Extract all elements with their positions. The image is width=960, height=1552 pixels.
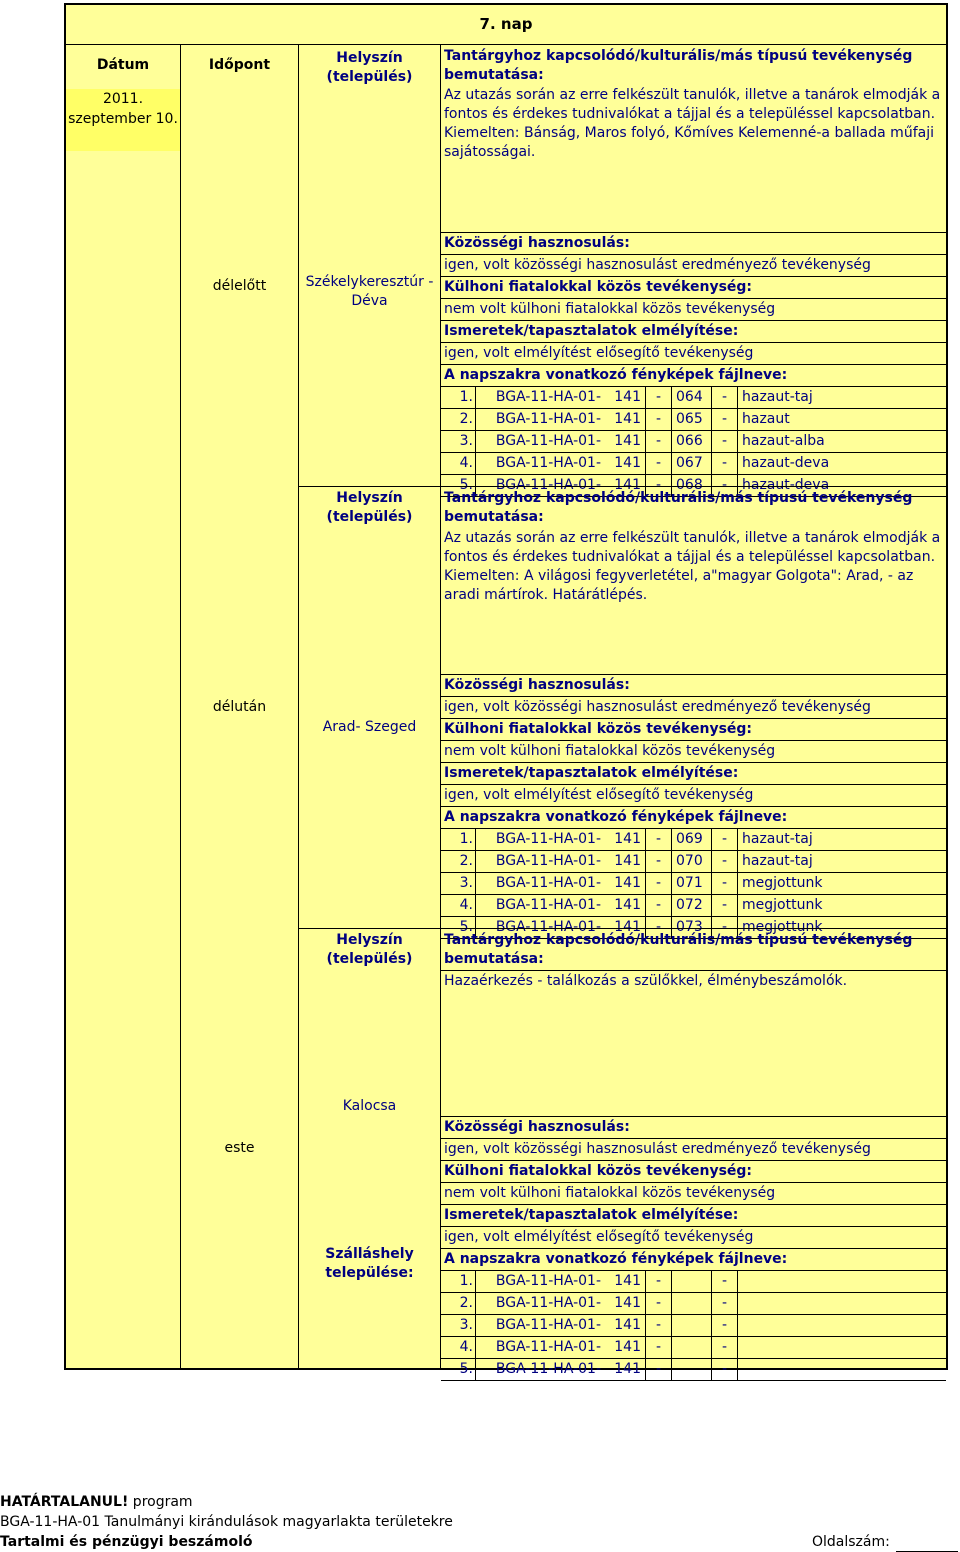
photo-dash: -: [645, 1359, 671, 1380]
photo-number: 1.: [459, 831, 473, 847]
day-title: 7. nap: [479, 15, 533, 33]
photo-row: [441, 409, 946, 431]
community-label: Közösségi hasznosulás:: [441, 674, 946, 697]
knowledge-label: Ismeretek/tapasztalatok elmélyítése:: [441, 763, 946, 785]
details-evening: [441, 1116, 946, 1381]
photo-index: 065: [671, 409, 711, 430]
photo-row: [441, 873, 946, 895]
activity-header: Tantárgyhoz kapcsolódó/kulturális/más típusú tevékenység bemutatása:: [444, 48, 913, 83]
time-afternoon: délután: [212, 699, 267, 715]
place-header-evening-text: Helyszín (település): [326, 932, 413, 967]
photo-row: [441, 829, 946, 851]
photo-index: 067: [671, 453, 711, 474]
photo-dash: -: [711, 475, 737, 496]
photo-number: 5.: [459, 477, 473, 493]
photo-number: 3.: [459, 1317, 473, 1333]
photo-series: 141: [614, 831, 641, 847]
lodging-label-text: Szálláshely települése:: [325, 1246, 414, 1281]
description-afternoon: Az utazás során az erre felkészült tanulók, illetve a tanárok elmodják a fontos és érdekes tudnivalókat a tájjal és a településsel kapcsolatban. Kiemelten: A világosi fegyverletétel, a"magyar Golgota": Arad, - az aradi mártírok. Határátlépés.: [444, 530, 941, 603]
foreign-label: Külhoni fiatalokkal közös tevékenység:: [441, 1161, 946, 1183]
photo-index: 070: [671, 851, 711, 872]
photo-dash: -: [711, 387, 737, 408]
description-evening: Hazaérkezés - találkozás a szülőkkel, élménybeszámolók.: [441, 970, 946, 991]
photo-series: 141: [614, 853, 641, 869]
photo-dash: -: [645, 1315, 671, 1336]
photo-index: 068: [671, 475, 711, 496]
photo-dash: -: [645, 851, 671, 872]
place-header-afternoon: [299, 486, 440, 729]
place-header-text: Helyszín (település): [326, 50, 413, 85]
photo-code: BGA-11-HA-01-: [475, 387, 605, 408]
photo-number: 2.: [459, 853, 473, 869]
photo-index: 064: [671, 387, 711, 408]
photo-list-evening: [441, 1271, 946, 1381]
lodging-label: [309, 1245, 430, 1283]
photo-filename: megjottunk: [737, 895, 946, 916]
photo-dash: -: [645, 829, 671, 850]
photo-filename: [737, 1337, 946, 1358]
page-number-label: Oldalszám:: [812, 1534, 890, 1550]
photo-series: 141: [614, 875, 641, 891]
date-header: Dátum: [96, 57, 150, 73]
photo-filename: hazaut-deva: [737, 475, 946, 496]
photo-filename: [737, 1271, 946, 1292]
place-header: [309, 49, 430, 87]
photo-dash: -: [645, 1293, 671, 1314]
photo-filename: hazaut-alba: [737, 431, 946, 452]
photo-dash: -: [711, 851, 737, 872]
community-value: igen, volt közösségi hasznosulást eredményező tevékenység: [441, 1139, 946, 1161]
photo-index: 071: [671, 873, 711, 894]
date-value: [66, 89, 180, 151]
photo-dash: -: [711, 1315, 737, 1336]
photo-dash: -: [711, 873, 737, 894]
photo-code: BGA-11-HA-01-: [475, 409, 605, 430]
photo-dash: -: [645, 917, 671, 938]
photo-dash: -: [645, 873, 671, 894]
photo-index: 069: [671, 829, 711, 850]
photo-index: 073: [671, 917, 711, 938]
photo-index: [671, 1337, 711, 1358]
photo-filename: hazaut-taj: [737, 829, 946, 850]
photo-number: 2.: [459, 411, 473, 427]
knowledge-value: igen, volt elmélyítést elősegítő tevékenység: [441, 785, 946, 807]
photo-number: 1.: [459, 389, 473, 405]
photo-dash: -: [711, 431, 737, 452]
photo-index: [671, 1271, 711, 1292]
place-column: [299, 45, 441, 1370]
photo-series: 141: [614, 477, 641, 493]
knowledge-label: Ismeretek/tapasztalatok elmélyítése:: [441, 321, 946, 343]
photo-code: BGA-11-HA-01-: [475, 475, 605, 496]
community-label: Közösségi hasznosulás:: [441, 1116, 946, 1139]
photo-filename: hazaut: [737, 409, 946, 430]
photo-row: [441, 895, 946, 917]
place-morning-text: Székelykeresztúr - Déva: [305, 274, 434, 309]
photos-label: A napszakra vonatkozó fényképek fájlneve:: [441, 807, 946, 829]
day-title-bar: [64, 3, 948, 45]
photos-label: A napszakra vonatkozó fényképek fájlneve:: [441, 1249, 946, 1271]
photo-index: 072: [671, 895, 711, 916]
foreign-label: Külhoni fiatalokkal közös tevékenység:: [441, 719, 946, 741]
photo-number: 2.: [459, 1295, 473, 1311]
foreign-label: Külhoni fiatalokkal közös tevékenység:: [441, 277, 946, 299]
photo-dash: -: [711, 895, 737, 916]
photo-code: BGA-11-HA-01-: [475, 917, 605, 938]
photo-series: 141: [614, 919, 641, 935]
place-header-evening: [299, 928, 440, 969]
page-number: [812, 1532, 960, 1552]
photo-dash: -: [711, 1271, 737, 1292]
details-afternoon: [441, 674, 946, 939]
community-label: Közösségi hasznosulás:: [441, 232, 946, 255]
photo-filename: megjottunk: [737, 873, 946, 894]
photo-row: [441, 1293, 946, 1315]
photo-row: [441, 387, 946, 409]
time-morning: délelőtt: [212, 278, 267, 294]
photo-number: 3.: [459, 433, 473, 449]
photo-row: [441, 1359, 946, 1381]
photo-number: 5.: [459, 1361, 473, 1377]
photo-series: 141: [614, 897, 641, 913]
photo-row: [441, 851, 946, 873]
photo-index: 066: [671, 431, 711, 452]
photo-code: BGA-11-HA-01-: [475, 873, 605, 894]
photo-dash: -: [645, 387, 671, 408]
community-value: igen, volt közösségi hasznosulást eredményező tevékenység: [441, 697, 946, 719]
photo-series: 141: [614, 455, 641, 471]
photo-code: BGA-11-HA-01-: [475, 1315, 605, 1336]
photo-code: BGA-11-HA-01-: [475, 1359, 605, 1380]
foreign-value: nem volt külhoni fiatalokkal közös tevékenység: [441, 741, 946, 763]
photo-series: 141: [614, 1361, 641, 1377]
photo-series: 141: [614, 1317, 641, 1333]
footer-line2: BGA-11-HA-01 Tanulmányi kirándulások magyarlakta területekre: [0, 1514, 453, 1530]
photo-filename: hazaut-deva: [737, 453, 946, 474]
photo-number: 5.: [459, 919, 473, 935]
foreign-value: nem volt külhoni fiatalokkal közös tevékenység: [441, 1183, 946, 1205]
photo-filename: [737, 1359, 946, 1380]
photo-series: 141: [614, 433, 641, 449]
photo-dash: -: [711, 829, 737, 850]
photo-list-morning: [441, 387, 946, 497]
details-morning: [441, 232, 946, 497]
photo-number: 1.: [459, 1273, 473, 1289]
photo-row: [441, 1271, 946, 1293]
footer-program: [0, 1492, 960, 1512]
photo-dash: -: [711, 1337, 737, 1358]
foreign-value: nem volt külhoni fiatalokkal közös tevékenység: [441, 299, 946, 321]
time-header: Időpont: [208, 57, 271, 73]
photo-dash: -: [645, 895, 671, 916]
photo-dash: -: [645, 1337, 671, 1358]
photo-dash: -: [711, 453, 737, 474]
knowledge-label: Ismeretek/tapasztalatok elmélyítése:: [441, 1205, 946, 1227]
place-morning: [299, 273, 440, 311]
photo-number: 4.: [459, 1339, 473, 1355]
photo-index: [671, 1293, 711, 1314]
time-column: [181, 45, 299, 1370]
photo-series: 141: [614, 411, 641, 427]
photo-row: [441, 1315, 946, 1337]
photo-index: [671, 1315, 711, 1336]
photo-code: BGA-11-HA-01-: [475, 1293, 605, 1314]
photo-row: [441, 1337, 946, 1359]
photo-code: BGA-11-HA-01-: [475, 1271, 605, 1292]
photo-dash: -: [645, 409, 671, 430]
photo-dash: -: [645, 1271, 671, 1292]
photo-dash: -: [711, 409, 737, 430]
activity-column: [441, 45, 948, 1377]
photo-dash: -: [645, 431, 671, 452]
date-column: [64, 45, 181, 1370]
photos-label: A napszakra vonatkozó fényképek fájlneve:: [441, 365, 946, 387]
photo-code: BGA-11-HA-01-: [475, 453, 605, 474]
time-evening: este: [224, 1140, 255, 1156]
photo-row: [441, 453, 946, 475]
photo-list-afternoon: [441, 829, 946, 939]
photo-dash: -: [645, 475, 671, 496]
photo-series: 141: [614, 1273, 641, 1289]
photo-series: 141: [614, 389, 641, 405]
date-value-text: 2011. szeptember 10.: [68, 91, 178, 127]
place-evening: Kalocsa: [342, 1098, 397, 1114]
photo-dash: -: [711, 1293, 737, 1314]
footer-line3: Tartalmi és pénzügyi beszámoló: [0, 1534, 253, 1550]
photo-code: BGA-11-HA-01-: [475, 1337, 605, 1358]
photo-index: [671, 1359, 711, 1380]
photo-series: 141: [614, 1295, 641, 1311]
description-morning: Az utazás során az erre felkészült tanulók, illetve a tanárok elmodják a fontos és érdekes tudnivalókat a tájjal és a településsel kapcsolatban. Kiemelten: Bánság, Maros folyó, Kőmíves Kelemenné-a ballada műfaji sajátosságai.: [444, 87, 941, 160]
photo-code: BGA-11-HA-01-: [475, 431, 605, 452]
photo-dash: -: [711, 917, 737, 938]
photo-filename: [737, 1293, 946, 1314]
activity-header-afternoon: Tantárgyhoz kapcsolódó/kulturális/más típusú tevékenység bemutatása:: [441, 486, 946, 527]
photo-filename: hazaut-taj: [737, 851, 946, 872]
photo-filename: hazaut-taj: [737, 387, 946, 408]
photo-number: 4.: [459, 897, 473, 913]
activity-header-evening: Tantárgyhoz kapcsolódó/kulturális/más típusú tevékenység bemutatása:: [441, 928, 946, 969]
photo-row: [441, 431, 946, 453]
place-header-afternoon-text: Helyszín (település): [326, 490, 413, 525]
photo-dash: -: [645, 453, 671, 474]
footer-program-bold: HATÁRTALANUL!: [0, 1494, 129, 1510]
community-value: igen, volt közösségi hasznosulást eredményező tevékenység: [441, 255, 946, 277]
photo-number: 4.: [459, 455, 473, 471]
place-afternoon: Arad- Szeged: [322, 719, 417, 735]
photo-number: 3.: [459, 875, 473, 891]
photo-dash: -: [711, 1359, 737, 1380]
knowledge-value: igen, volt elmélyítést elősegítő tevékenység: [441, 1227, 946, 1249]
photo-filename: megjottunk: [737, 917, 946, 938]
knowledge-value: igen, volt elmélyítést elősegítő tevékenység: [441, 343, 946, 365]
photo-code: BGA-11-HA-01-: [475, 895, 605, 916]
photo-filename: [737, 1315, 946, 1336]
photo-series: 141: [614, 1339, 641, 1355]
footer-program-rest: program: [128, 1494, 193, 1510]
photo-code: BGA-11-HA-01-: [475, 829, 605, 850]
photo-code: BGA-11-HA-01-: [475, 851, 605, 872]
